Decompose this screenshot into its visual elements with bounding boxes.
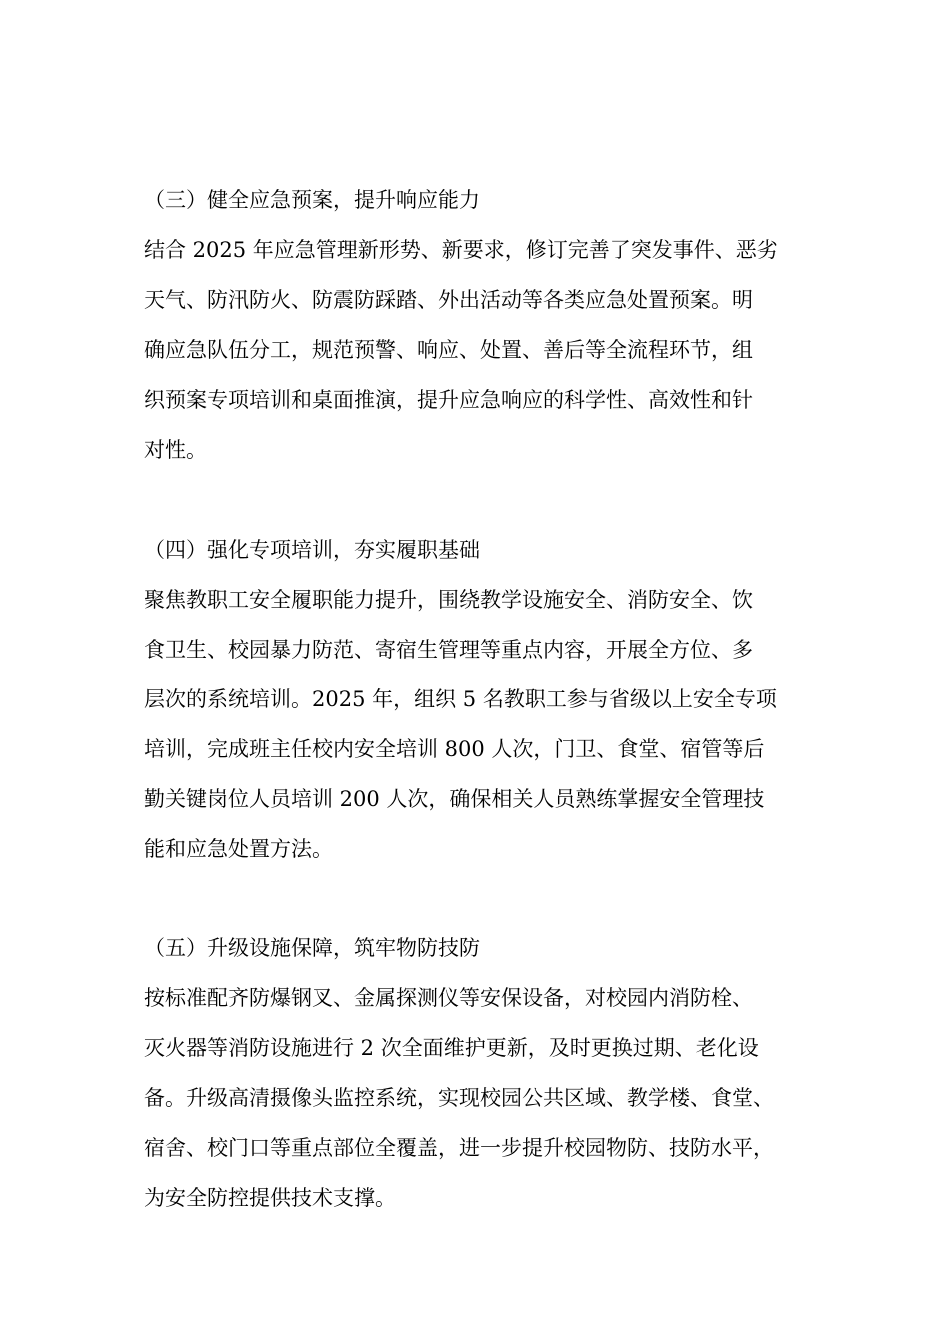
paragraph-line: 按标准配齐防爆钢叉、金属探测仪等安保设备，对校园内消防栓、 bbox=[144, 986, 753, 1010]
paragraph-line: 结合 2025 年应急管理新形势、新要求，修订完善了突发事件、恶劣 bbox=[144, 238, 778, 262]
paragraph-line: 灭火器等消防设施进行 2 次全面维护更新，及时更换过期、老化设 bbox=[144, 1036, 759, 1060]
paragraph-line: 备。升级高清摄像头监控系统，实现校园公共区域、教学楼、食堂、 bbox=[144, 1086, 774, 1110]
paragraph-line: 确应急队伍分工，规范预警、响应、处置、善后等全流程环节，组 bbox=[144, 338, 753, 362]
paragraph-line: 聚焦教职工安全履职能力提升，围绕教学设施安全、消防安全、饮 bbox=[144, 588, 753, 612]
paragraph-line: 层次的系统培训。2025 年，组织 5 名教职工参与省级以上安全专项 bbox=[144, 687, 777, 711]
section-heading: （五）升级设施保障，筑牢物防技防 bbox=[144, 936, 480, 960]
paragraph-line: 对性。 bbox=[144, 438, 207, 462]
section-heading: （三）健全应急预案，提升响应能力 bbox=[144, 188, 480, 212]
section-heading: （四）强化专项培训，夯实履职基础 bbox=[144, 538, 480, 562]
paragraph-line: 为安全防控提供技术支撑。 bbox=[144, 1186, 396, 1210]
paragraph-line: 宿舍、校门口等重点部位全覆盖，进一步提升校园物防、技防水平， bbox=[144, 1136, 774, 1160]
paragraph-line: 勤关键岗位人员培训 200 人次，确保相关人员熟练掌握安全管理技 bbox=[144, 787, 765, 811]
paragraph-line: 能和应急处置方法。 bbox=[144, 837, 333, 861]
paragraph-line: 食卫生、校园暴力防范、寄宿生管理等重点内容，开展全方位、多 bbox=[144, 638, 753, 662]
paragraph-line: 培训，完成班主任校内安全培训 800 人次，门卫、食堂、宿管等后 bbox=[144, 737, 765, 761]
paragraph-line: 天气、防汛防火、防震防踩踏、外出活动等各类应急处置预案。明 bbox=[144, 288, 753, 312]
paragraph-line: 织预案专项培训和桌面推演，提升应急响应的科学性、高效性和针 bbox=[144, 388, 753, 412]
